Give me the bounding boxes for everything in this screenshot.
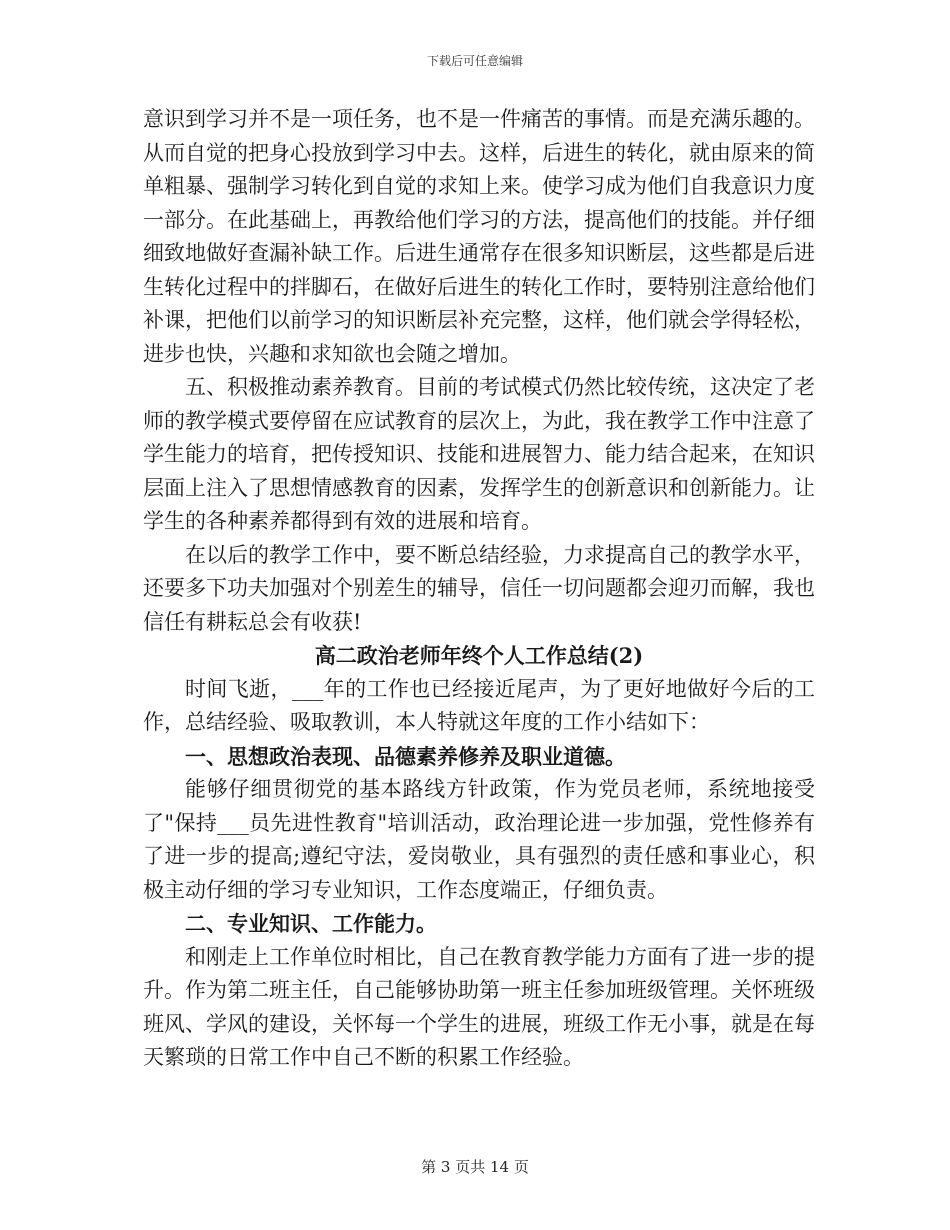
document-body [143,103,815,1075]
heading-political-performance: 一、思想政治表现、品德素养修养及职业道德。 [185,743,626,769]
paragraph-intro: 时间飞逝，___年的工作也已经接近尾声，为了更好地做好今后的工作，总结经验、吸取教训，本人特就这年度的工作小结如下： [143,676,815,734]
paragraph-quality-education: 五、积极推动素养教育。目前的考试模式仍然比较传统，这决定了老师的教学模式要停留在应试教育的层次上，为此，我在教学工作中注意了学生能力的培育，把传授知识、技能和进展智力、能力结合起来，在知识层面上注入了思想情感教育的因素，发挥学生的创新意识和创新能力。让学生的各种素养都得到有效的进展和培育。 [143,375,815,533]
paragraph-professional-knowledge: 和刚走上工作单位时相比，自己在教育教学能力方面有了进一步的提升。作为第二班主任，自己能够协助第一班主任参加班级管理。关怀班级班风、学风的建设，关怀每一个学生的进展，班级工作无小事，就是在每天繁琐的日常工作中自己不断的积累工作经验。 [143,944,815,1069]
paragraph-political-performance: 能够仔细贯彻党的基本路线方针政策，作为党员老师，系统地接受了"保持___员先进性教育"培训活动，政治理论进一步加强，党性修养有了进一步的提高;遵纪守法，爱岗敬业，具有强烈的责任感和事业心，积极主动仔细的学习专业知识，工作态度端正，仔细负责。 [143,777,815,902]
paragraph-continued: 意识到学习并不是一项任务，也不是一件痛苦的事情。而是充满乐趣的。从而自觉的把身心投放到学习中去。这样，后进生的转化，就由原来的简单粗暴、强制学习转化到自觉的求知上来。使学习成为他们自我意识力度一部分。在此基础上，再教给他们学习的方法，提高他们的技能。并仔细细致地做好查漏补缺工作。后进生通常存在很多知识断层，这些都是后进生转化过程中的拌脚石，在做好后进生的转化工作时，要特别注意给他们补课，把他们以前学习的知识断层补充完整，这样，他们就会学得轻松，进步也快，兴趣和求知欲也会随之增加。 [143,107,815,366]
page-number: 第 3 页共 14 页 [421,1158,529,1176]
section-title: 高二政治老师年终个人工作总结(2) [314,643,644,668]
heading-professional-knowledge: 二、专业知识、工作能力。 [185,911,437,936]
paragraph-future-work: 在以后的教学工作中，要不断总结经验，力求提高自己的教学水平，还要多下功夫加强对个别差生的辅导，信任一切问题都会迎刃而解，我也信任有耕耘总会有收获! [143,542,815,634]
page-header: 下载后可任意编辑 [426,54,523,68]
